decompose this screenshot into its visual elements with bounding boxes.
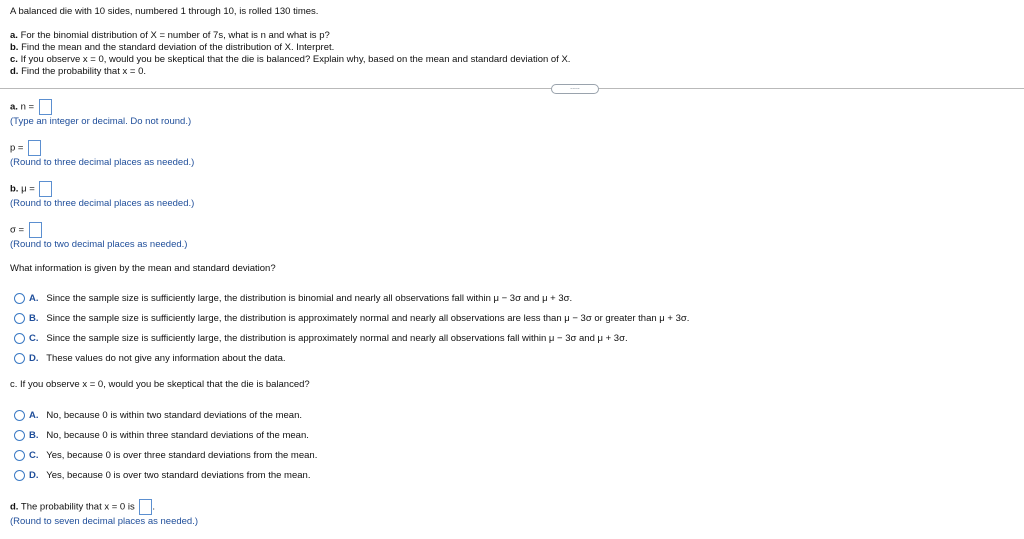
answer-n-row — [10, 99, 52, 115]
option-text: These values do not give any information about the data. — [46, 353, 286, 364]
sigma-input[interactable] — [29, 222, 42, 238]
question-part-a — [10, 30, 330, 41]
answer-mu-row — [10, 181, 52, 197]
answer-suffix: . — [152, 501, 155, 513]
section-divider — [0, 88, 1024, 89]
answer-prefix: b. — [10, 183, 19, 195]
part-text: If you observe x = 0, would you be skeptical that the die is balanced? Explain why, based on the mean and standard deviation of X. — [20, 54, 571, 65]
question-intro: A balanced die with 10 sides, numbered 1 through 10, is rolled 130 times. — [10, 6, 319, 17]
answer-p-hint: (Round to three decimal places as needed.) — [10, 157, 195, 168]
interpret-option-c-radio[interactable] — [14, 333, 25, 344]
question-part-b — [10, 42, 334, 53]
interpret-option-d[interactable] — [29, 353, 286, 364]
option-letter: B. — [29, 430, 39, 441]
option-text: No, because 0 is within three standard deviations of the mean. — [46, 430, 309, 441]
answer-p-row — [10, 140, 41, 156]
skeptical-option-b-radio[interactable] — [14, 430, 25, 441]
option-text: Since the sample size is sufficiently large, the distribution is binomial and nearly all observations fall within μ − 3σ and μ + 3σ. — [46, 293, 573, 304]
option-letter: B. — [29, 313, 39, 324]
option-letter: C. — [29, 450, 39, 461]
interpret-option-d-radio[interactable] — [14, 353, 25, 364]
option-letter: C. — [29, 333, 39, 344]
expand-question-button[interactable]: ..... — [551, 84, 599, 94]
part-letter: d. — [10, 66, 19, 77]
p-input[interactable] — [28, 140, 41, 156]
skeptical-option-b[interactable] — [29, 430, 309, 441]
skeptical-option-a-radio[interactable] — [14, 410, 25, 421]
part-text: For the binomial distribution of X = number of 7s, what is n and what is p? — [20, 30, 330, 41]
question-part-c — [10, 54, 570, 65]
interpret-option-c[interactable] — [29, 333, 628, 344]
part-letter: c. — [10, 54, 18, 65]
option-text: No, because 0 is within two standard deviations of the mean. — [46, 410, 303, 421]
option-text: Since the sample size is sufficiently large, the distribution is approximately normal and nearly all observations are less than μ − 3σ or greater than μ + 3σ. — [46, 313, 690, 324]
option-letter: A. — [29, 293, 39, 304]
answer-label: n = — [20, 101, 35, 113]
mu-input[interactable] — [39, 181, 52, 197]
probability-row — [10, 499, 155, 515]
part-text: Find the probability that x = 0. — [21, 66, 146, 77]
answer-prefix: a. — [10, 101, 18, 113]
n-input[interactable] — [39, 99, 52, 115]
answer-label: The probability that x = 0 is — [20, 501, 135, 513]
question-part-d — [10, 66, 146, 77]
option-text: Yes, because 0 is over two standard deviations from the mean. — [46, 470, 311, 481]
skeptical-option-c-radio[interactable] — [14, 450, 25, 461]
skeptical-question: c. If you observe x = 0, would you be skeptical that the die is balanced? — [10, 379, 310, 390]
option-letter: D. — [29, 353, 39, 364]
answer-mu-hint: (Round to three decimal places as needed.) — [10, 198, 195, 209]
option-text: Yes, because 0 is over three standard deviations from the mean. — [46, 450, 318, 461]
answer-label: μ = — [21, 183, 35, 195]
probability-input[interactable] — [139, 499, 152, 515]
interpret-option-a-radio[interactable] — [14, 293, 25, 304]
skeptical-option-a[interactable] — [29, 410, 302, 421]
interpret-option-a[interactable] — [29, 293, 572, 304]
answer-sigma-hint: (Round to two decimal places as needed.) — [10, 239, 188, 250]
answer-label: σ = — [10, 224, 25, 236]
skeptical-option-d-radio[interactable] — [14, 470, 25, 481]
interpret-question: What information is given by the mean and standard deviation? — [10, 263, 276, 274]
answer-label: p = — [10, 142, 24, 154]
skeptical-option-c[interactable] — [29, 450, 317, 461]
part-letter: b. — [10, 42, 19, 53]
interpret-option-b-radio[interactable] — [14, 313, 25, 324]
part-letter: a. — [10, 30, 18, 41]
option-letter: A. — [29, 410, 39, 421]
probability-hint: (Round to seven decimal places as needed.) — [10, 516, 199, 527]
skeptical-option-d[interactable] — [29, 470, 310, 481]
answer-sigma-row — [10, 222, 42, 238]
option-text: Since the sample size is sufficiently large, the distribution is approximately normal and nearly all observations fall within μ − 3σ and μ + 3σ. — [46, 333, 628, 344]
answer-prefix: d. — [10, 501, 19, 513]
part-text: Find the mean and the standard deviation of the distribution of X. Interpret. — [21, 42, 335, 53]
answer-n-hint: (Type an integer or decimal. Do not round.) — [10, 116, 192, 127]
option-letter: D. — [29, 470, 39, 481]
interpret-option-b[interactable] — [29, 313, 689, 324]
